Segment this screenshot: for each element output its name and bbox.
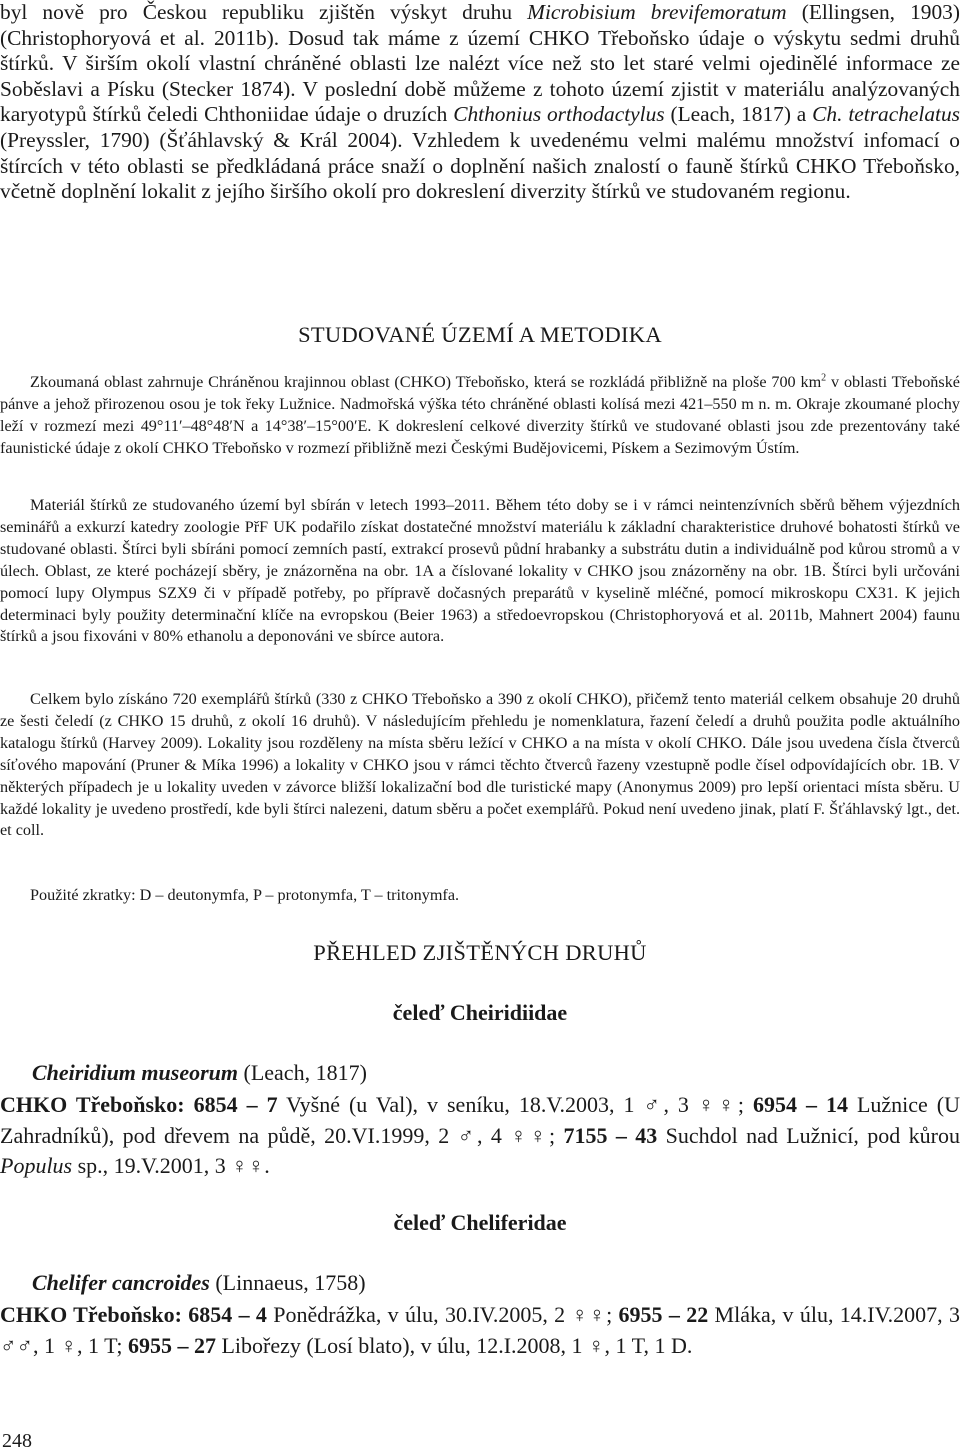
text-segment: byl nově pro Českou republiku zjištěn výskyt druhu	[0, 0, 528, 24]
text-segment: Ch. tetrachelatus	[812, 102, 960, 127]
text-segment: (Leach, 1817)	[238, 1060, 367, 1085]
intro-paragraph	[0, 0, 960, 205]
text-segment: Vyšné (u Val), v seníku, 18.V.2003, 1 ♂, 3 ♀♀;	[277, 1092, 753, 1117]
methods-paragraph-3	[0, 689, 960, 842]
text-segment: Cheiridium museorum	[32, 1060, 239, 1085]
text-segment: v oblasti Třeboňské pánve a jehož přirozenou osou je tok řeky Lužnice. Nadmořská výška této chráněné oblasti kolísá mezi 421–550 m n. m. Okraje zkoumané plochy leží v rozmezí mezi 49°11′–48°48′N a 14°38′–15°00′E. K dokreslení celkové diverzity štírků ve studované oblasti jsou zde prezentovány také faunistické údaje z okolí CHKO Třeboňsko v rozmezí přibližně mezi Českými Budějovicemi, Pískem a Sezimovým Ústím.	[0, 373, 960, 457]
text-segment: sp., 19.V.2001, 3 ♀♀.	[72, 1153, 270, 1178]
text-segment: (Linnaeus, 1758)	[209, 1270, 366, 1295]
text-segment: Chelifer cancroides	[32, 1270, 210, 1295]
text-segment: Zkoumaná oblast zahrnuje Chráněnou krajinnou oblast (CHKO) Třeboňsko, která se rozkládá přibližně na ploše 700 km	[30, 373, 822, 391]
text-segment: 6955 – 27	[127, 1332, 216, 1358]
methods-paragraph-2	[0, 495, 960, 648]
text-segment: 7155 – 43	[563, 1122, 658, 1148]
text-segment: Použité zkratky: D – deutonymfa, P – protonymfa, T – tritonymfa.	[30, 886, 460, 904]
text-segment: Libořezy (Losí blato), v úlu, 12.I.2008, 1 ♀, 1 T, 1 D.	[215, 1332, 693, 1358]
text-segment: 2	[821, 372, 827, 384]
text-segment: (Ellingsen, 1903) (Christophoryová et al. 2011b). Dosud tak máme z území CHKO Třeboňsko údaje o výskytu sedmi druhů štírků. V širším okolí vlastní chráněné oblasti lze nalézt více než sto let staré velmi ojedinělé informace ze Soběslavi a Písku (Stecker 1874). V poslední době můžeme z tohoto území zjistit v materiálu analýzovaných karyotypů štírků čeledi Chthoniidae údaje o druzích	[0, 0, 960, 127]
text-segment: CHKO Třeboňsko: 6854 – 7	[0, 1092, 278, 1117]
page-number: 248	[2, 1430, 32, 1452]
text-segment: 6954 – 14	[753, 1092, 848, 1117]
text-segment: Celkem bylo získáno 720 exemplářů štírků (330 z CHKO Třeboňsko a 390 z okolí CHKO), přičemž tento materiál celkem obsahuje 20 druhů ze šesti čeledí (z CHKO 15 druhů, z okolí 16 druhů). V následujícím přehledu je nomenklatura, řazení čeledí a druhů použita podle aktuálního katalogu štírků (Harvey 2009). Lokality jsou rozděleny na místa sběru ležící v CHKO a na místa v okolí CHKO. Dále jsou uvedena čísla čtverců síťového mapování (Pruner & Míka 1996) a lokality v CHKO jsou v rámci těchto čtverců řazeny vzestupně podle čísel odpovídajících obr. 1B. V některých případech je u lokality uveden v závorce bližší lokalizační bod dle turistické mapy (Anonymus 2009) pro lepší orientaci místa sběru. U každé lokality je uvedeno prostředí, kde byli štírci nalezeni, datum sběru a počet exemplářů. Pokud není uvedeno jinak, platí F. Šťáhlavský lgt., det. et coll.	[0, 690, 960, 840]
species-records-chelifer	[0, 1300, 960, 1361]
section-heading-methods: STUDOVANÉ ÚZEMÍ A METODIKA	[298, 322, 662, 347]
text-segment: (Preyssler, 1790) (Šťáhlavský & Král 2004). Vzhledem k uvedenému velmi malému množství infomací o štírcích v této oblasti se předkládaná práce snaží o doplnění našich znalostí o fauně štírků CHKO Třeboňsko, včetně doplnění lokalit z jejího širšího okolí pro dokreslení diverzity štírků ve studovaném regionu.	[0, 127, 960, 204]
text-segment: 6955 – 22	[618, 1302, 709, 1327]
methods-paragraph-1	[0, 372, 960, 460]
section-heading-results: PŘEHLED ZJIŠTĚNÝCH DRUHŮ	[313, 940, 647, 965]
text-segment: CHKO Třeboňsko: 6854 – 4	[0, 1302, 267, 1327]
text-segment: Populus	[0, 1153, 73, 1178]
text-segment: Chthonius orthodactylus	[453, 102, 665, 127]
species-records-cheiridium	[0, 1090, 960, 1182]
text-segment: Ponědrážka, v úlu, 30.IV.2005, 2 ♀♀;	[266, 1302, 619, 1327]
text-segment: Materiál štírků ze studovaného území byl sbírán v letech 1993–2011. Během této doby se i v rámci neintenzívních sběrů během výjezdních seminářů a exkurzí katedry zoologie PřF UK podařilo získat dostatečné množství materiálu k základní charakteristice druhové bohatosti štírků ve studované oblasti. Štírci byli sbíráni pomocí zemních pastí, extrakcí prosevů půdní hrabanky a substrátu dutin a individuálně pod kůrou stromů a v úlech. Oblast, ze které pocházejí sběry, je znázorněna na obr. 1A a číslované lokality v CHKO jsou znázorněny na obr. 1B. Štírci byli určováni pomocí lupy Olympus SZX9 či v případě potřeby, po přípravě dočasných preparátů v kyselině mléčné, pomocí mikroskopu CX31. K jejich determinaci byly použity determinační klíče na evropskou (Beier 1963) a středoevropskou (Christophoryová et al. 2011b, Mahnert 2004) faunu štírků a jsou fixováni v 80% ethanolu a deponováni ve sbírce autora.	[0, 496, 960, 646]
text-segment: (Leach, 1817) a	[664, 102, 813, 127]
species-name-chelifer	[32, 1270, 952, 1296]
family-heading-cheiridiidae: čeleď Cheiridiidae	[392, 1000, 568, 1025]
text-segment: Microbisium brevifemoratum	[527, 0, 787, 24]
text-segment: Mláka, v úlu, 14.IV.2007, 3 ♂♂, 1 ♀, 1 T;	[0, 1302, 960, 1358]
methods-paragraph-4	[0, 885, 960, 907]
family-heading-cheliferidae: čeleď Cheliferidae	[393, 1210, 567, 1235]
text-segment: Suchdol nad Lužnicí, pod kůrou	[657, 1122, 960, 1148]
text-segment: Lužnice (U Zahradníků), pod dřevem na půdě, 20.VI.1999, 2 ♂, 4 ♀♀;	[0, 1092, 960, 1148]
species-name-cheiridium	[32, 1060, 952, 1086]
